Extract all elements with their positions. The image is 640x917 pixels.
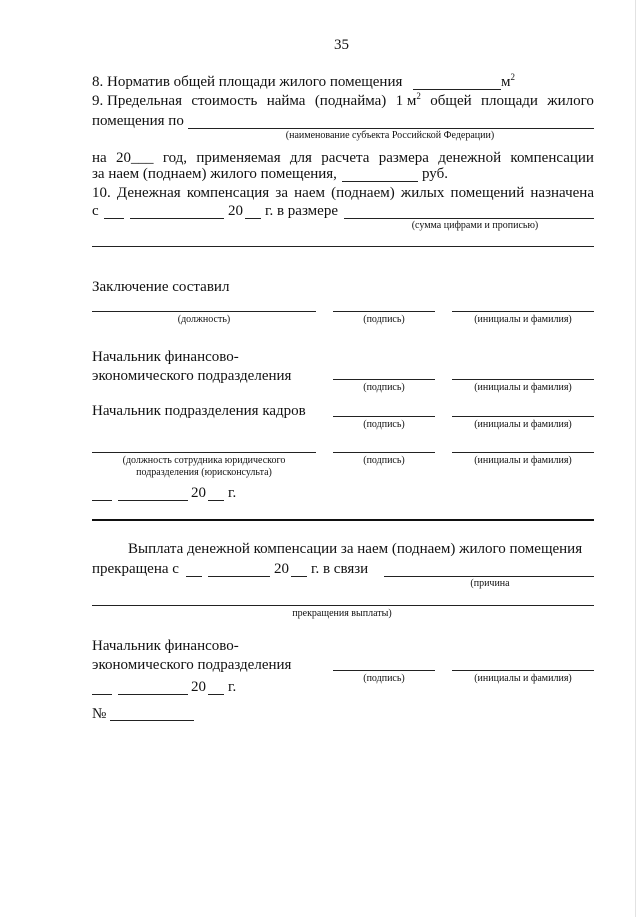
fin-head2-year-line — [208, 694, 224, 695]
item9-amount-line — [342, 181, 418, 182]
legal-sign-line — [333, 452, 435, 453]
fin-head2-year: 20 — [191, 679, 206, 695]
item10-amount-line — [344, 218, 594, 219]
section-divider — [92, 519, 594, 521]
fin-head-line1: Начальник финансово- — [92, 349, 239, 365]
termination-reason-line2 — [92, 605, 594, 606]
item9-line4: за наем (поднаем) жилого помещения, — [92, 166, 337, 182]
legal-position-line — [92, 452, 316, 453]
fin-head-name-caption: (инициалы и фамилия) — [474, 382, 572, 393]
item10-day-line — [104, 218, 124, 219]
item9-rub: руб. — [422, 166, 448, 182]
hr-head-name-line — [452, 416, 594, 417]
item9-region-line — [188, 128, 594, 129]
legal-month-line — [118, 500, 188, 501]
number-sign: № — [92, 706, 107, 722]
item10-month-line — [130, 218, 224, 219]
item10-line1: 10. Денежная компенсация за наем (поднаем) жилых помещений назначена — [92, 185, 594, 201]
legal-g: г. — [228, 485, 237, 501]
fin-head2-month-line — [118, 694, 188, 695]
item9-line1: 9. Предельная стоимость найма (поднайма) 1 $м^2$ общей площади жилого — [92, 91, 594, 109]
page-edge — [635, 0, 636, 917]
fin-head-sign-caption: (подпись) — [363, 382, 405, 393]
fin-head-line2: экономического подразделения — [92, 368, 292, 384]
termination-day-line — [186, 576, 202, 577]
item8-text: 8. Норматив общей площади жилого помещения — [92, 74, 403, 90]
termination-reason-line — [384, 576, 594, 577]
number-line — [110, 720, 194, 721]
termination-reason-caption2: прекращения выплаты) — [292, 608, 392, 619]
conclusion-name-caption: (инициалы и фамилия) — [474, 314, 572, 325]
item9-line3: на 20___ год, применяемая для расчета размера денежной компенсации — [92, 150, 594, 166]
fin-head2-line1: Начальник финансово- — [92, 638, 239, 654]
termination-due: г. в связи — [311, 561, 369, 577]
fin-head2-sign-line — [333, 670, 435, 671]
legal-year: 20 — [191, 485, 206, 501]
item10-from: с — [92, 203, 99, 219]
item10-amount-caption: (сумма цифрами и прописью) — [411, 220, 539, 231]
conclusion-title: Заключение составил — [92, 279, 230, 295]
hr-head-name-caption: (инициалы и фамилия) — [474, 419, 572, 430]
termination-year: 20 — [274, 561, 289, 577]
hr-head-sign-line — [333, 416, 435, 417]
conclusion-position-line — [92, 311, 316, 312]
fin-head-name-line — [452, 379, 594, 380]
item8-unit: $м^2$ — [501, 72, 515, 90]
termination-month-line — [208, 576, 270, 577]
item8-field-line — [413, 89, 501, 90]
fin-head2-sign-caption: (подпись) — [363, 673, 405, 684]
hr-head-title: Начальник подразделения кадров — [92, 403, 306, 419]
fin-head2-day-line — [92, 694, 112, 695]
termination-prefix: прекращена с — [92, 561, 179, 577]
item9-region-caption: (наименование субъекта Российской Федерации) — [285, 130, 495, 141]
conclusion-sign-line — [333, 311, 435, 312]
termination-year-line — [291, 576, 307, 577]
legal-day-line — [92, 500, 112, 501]
fin-head2-g: г. — [228, 679, 237, 695]
termination-line1: Выплата денежной компенсации за наем (поднаем) жилого помещения — [128, 541, 583, 557]
hr-head-sign-caption: (подпись) — [363, 419, 405, 430]
legal-position-caption: (должность сотрудника юридического подразделения (юрисконсульта) — [122, 455, 286, 478]
item10-year: 20 — [228, 203, 243, 219]
fin-head2-name-line — [452, 670, 594, 671]
item9-line2: помещения по — [92, 113, 184, 129]
termination-reason-caption1: (причина — [470, 578, 510, 589]
item10-size-label: г. в размере — [265, 203, 338, 219]
fin-head2-line2: экономического подразделения — [92, 657, 292, 673]
conclusion-sign-caption: (подпись) — [363, 314, 405, 325]
conclusion-name-line — [452, 311, 594, 312]
page-number: 35 — [334, 37, 349, 53]
fin-head-sign-line — [333, 379, 435, 380]
item10-amount-line2 — [92, 246, 594, 247]
legal-year-line — [208, 500, 224, 501]
item10-year-line — [245, 218, 261, 219]
legal-sign-caption: (подпись) — [363, 455, 405, 466]
legal-name-line — [452, 452, 594, 453]
legal-name-caption: (инициалы и фамилия) — [474, 455, 572, 466]
fin-head2-name-caption: (инициалы и фамилия) — [474, 673, 572, 684]
conclusion-position-caption: (должность) — [177, 314, 231, 325]
